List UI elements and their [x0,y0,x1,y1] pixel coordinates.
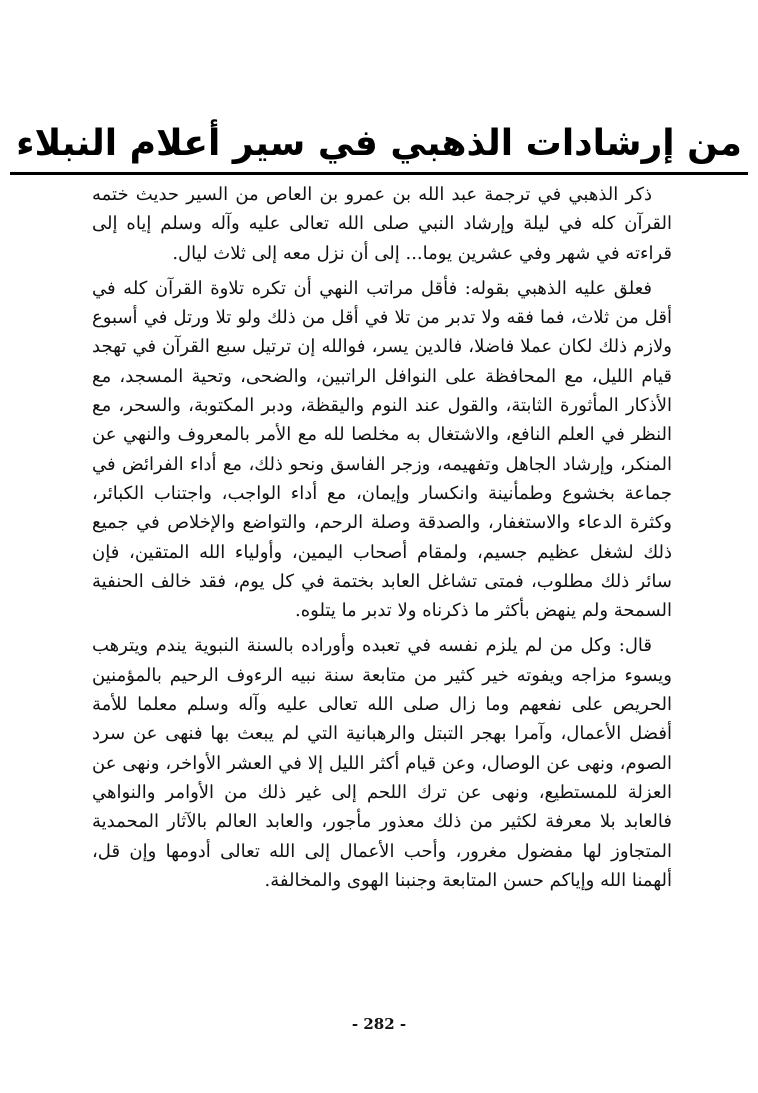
paragraph-1: ذكر الذهبي في ترجمة عبد الله بن عمرو بن العاص من السير حديث ختمه القرآن كله في ليلة وإرشاد النبي صلى الله تعالى عليه وآله وسلم إياه إلى قراءته في شهر وفي عشرين يوما... إلى أن نزل معه إلى ثلاث ليال. [92,184,672,264]
paragraph-2: فعلق عليه الذهبي بقوله: فأقل مراتب النهي أن تكره تلاوة القرآن كله في أقل من ثلاث، فما فقه ولا تدبر من تلا في أقل من ذلك ولو تلا ورتل في أسبوع ولازم ذلك لكان عملا فاضلا، فالدين يسر، فوالله إن ترتيل سبع القرآن في تهجد قيام الليل، مع المحافظة على النوافل الراتبين، والضحى، وتحية المسجد، مع الأذكار المأثورة الثابتة، والقول عند النوم واليقظة، ودبر المكتوبة، والسحر، مع النظر في العلم النافع، والاشتغال به مخلصا لله مع الأمر بالمعروف والنهي عن المنكر، وإرشاد الجاهل وتفهيمه، وزجر الفاسق ونحو ذلك، مع أداء الفرائض في جماعة بخشوع وطمأنينة وانكسار وإيمان، مع أداء الواجب، واجتناب الكبائر، وكثرة الدعاء والاستغفار، والصدقة وصلة الرحم، والتواضع والإخلاص في جميع ذلك لشغل عظيم جسيم، ولمقام أصحاب اليمين، وأولياء الله المتقين، فإن سائر ذلك مطلوب، فمتى تشاغل العابد بختمة في كل يوم، فقد خالف الحنفية السمحة ولم ينهض بأكثر ما ذكرناه ولا تدبر ما يتلوه. [92,277,673,622]
page-title-text: من إرشادات الذهبي في سير أعلام النبلاء [10,118,748,175]
body-text [92,180,672,895]
paragraph-3: قال: وكل من لم يلزم نفسه في تعبده وأوراده بالسنة النبوية يندم ويترهب ويسوء مزاجه ويفوته خير كثير من متابعة سنة نبيه الرءوف الرحيم بالمؤمنين الحريص على نفعهم وما زال صلى الله تعالى عليه وآله وسلم معلما للأمة أفضل الأعمال، وآمرا بهجر التبتل والرهبانية التي لم يبعث بها فنهى عن سرد الصوم، ونهى عن الوصال، وعن قيام أكثر الليل إلا في العشر الأواخر، ونهى عن العزلة للمستطيع، ونهى عن ترك اللحم إلى غير ذلك من الأوامر والنواهي فالعابد بلا معرفة لكثير من ذلك معذور مأجور، والعابد العالم بالآثار المحمدية المتجاوز لها مفضول مغرور، وأحب الأعمال إلى الله تعالى أدومها وإن قل، ألهمنا الله وإياكم حسن المتابعة وجنبنا الهوى والمخالفة. [92,635,672,891]
page-number: - 282 - [351,1015,407,1033]
page-title [0,118,758,175]
